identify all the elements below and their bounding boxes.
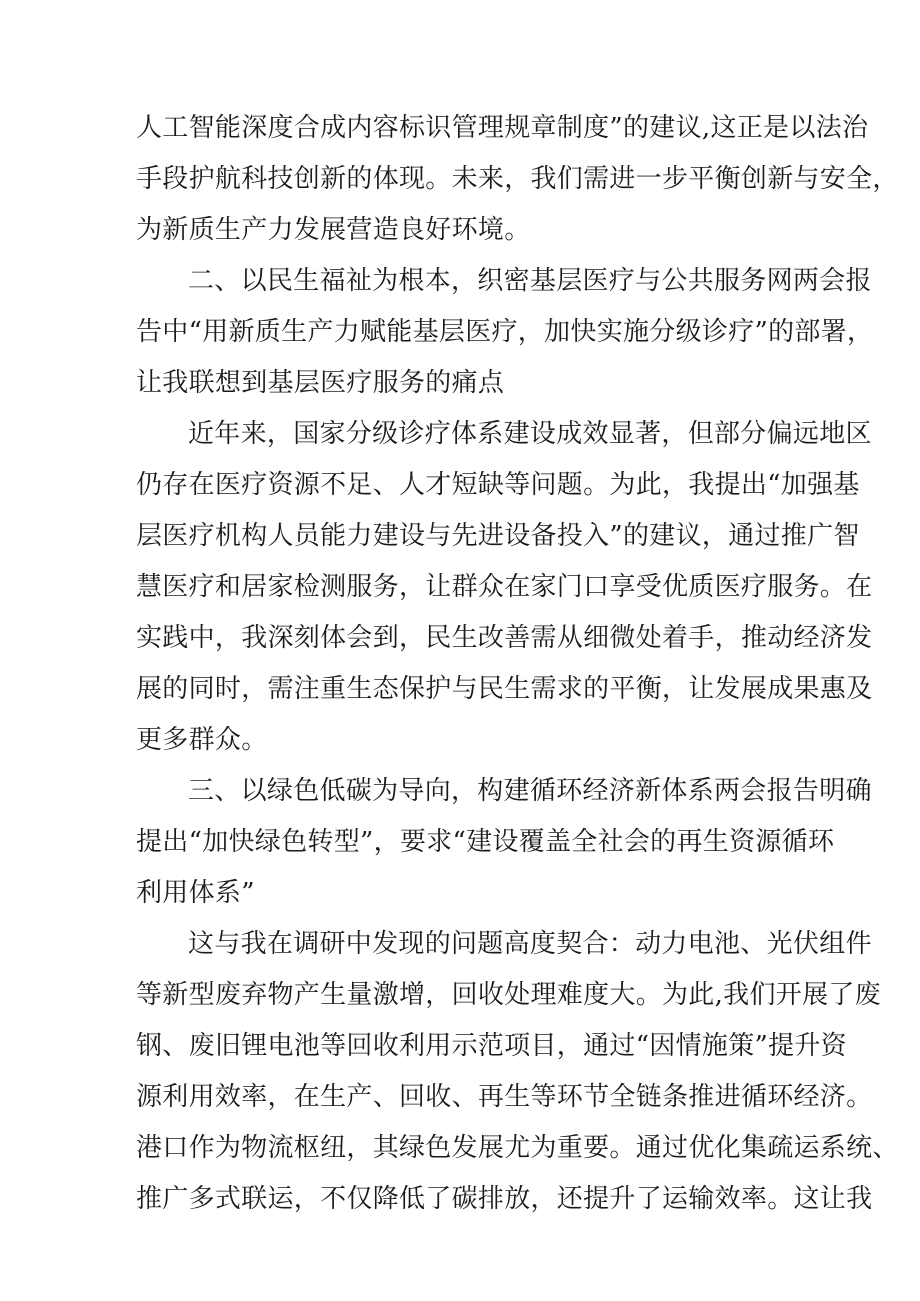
text-line-8: 仍存在医疗资源不足、人才短缺等问题。为此，我提出“加强基: [136, 470, 860, 500]
text-line-22: 推广多式联运，不仅降低了碳排放，还提升了运输效率。这让我: [136, 1184, 873, 1214]
section-heading-2: 二、以民生福祉为根本，织密基层医疗与公共服务网两会报: [188, 266, 872, 296]
text-line-6: 让我联想到基层医疗服务的痛点: [136, 368, 505, 398]
text-line-21: 港口作为物流枢纽，其绿色发展尤为重要。通过优化集疏运系统、: [136, 1133, 899, 1163]
text-line-15: 提出“加快绿色转型”，要求“建设覆盖全社会的再生资源循环: [136, 827, 835, 857]
paragraph-start: 这与我在调研中发现的问题高度契合：动力电池、光伏组件: [188, 929, 872, 959]
text-line-12: 展的同时，需注重生态保护与民生需求的平衡，让发展成果惠及: [136, 674, 873, 704]
section-heading-3: 三、以绿色低碳为导向，构建循环经济新体系两会报告明确: [188, 776, 872, 806]
text-line-11: 实践中，我深刻体会到，民生改善需从细微处着手，推动经济发: [136, 623, 873, 653]
text-line-1: 人工智能深度合成内容标识管理规章制度”的建议,这正是以法治: [136, 113, 869, 143]
text-line-10: 慧医疗和居家检测服务，让群众在家门口享受优质医疗服务。在: [136, 572, 873, 602]
text-line-2: 手段护航科技创新的体现。未来，我们需进一步平衡创新与安全，: [136, 164, 899, 194]
text-line-9: 层医疗机构人员能力建设与先进设备投入”的建议，通过推广智: [136, 521, 860, 551]
text-line-18: 等新型废弃物产生量激增，回收处理难度大。为此,我们开展了废: [136, 980, 881, 1010]
text-line-19: 钢、废旧锂电池等回收利用示范项目，通过“因情施策”提升资: [136, 1031, 847, 1061]
text-line-5: 告中“用新质生产力赋能基层医疗，加快实施分级诊疗”的部署，: [136, 317, 874, 347]
text-line-3: 为新质生产力发展营造良好环境。: [136, 215, 531, 245]
text-line-20: 源利用效率，在生产、回收、再生等环节全链条推进循环经济。: [136, 1082, 873, 1112]
paragraph-start: 近年来，国家分级诊疗体系建设成效显著，但部分偏远地区: [188, 419, 872, 449]
text-line-13: 更多群众。: [136, 725, 268, 755]
text-line-16: 利用体系”: [136, 878, 255, 908]
